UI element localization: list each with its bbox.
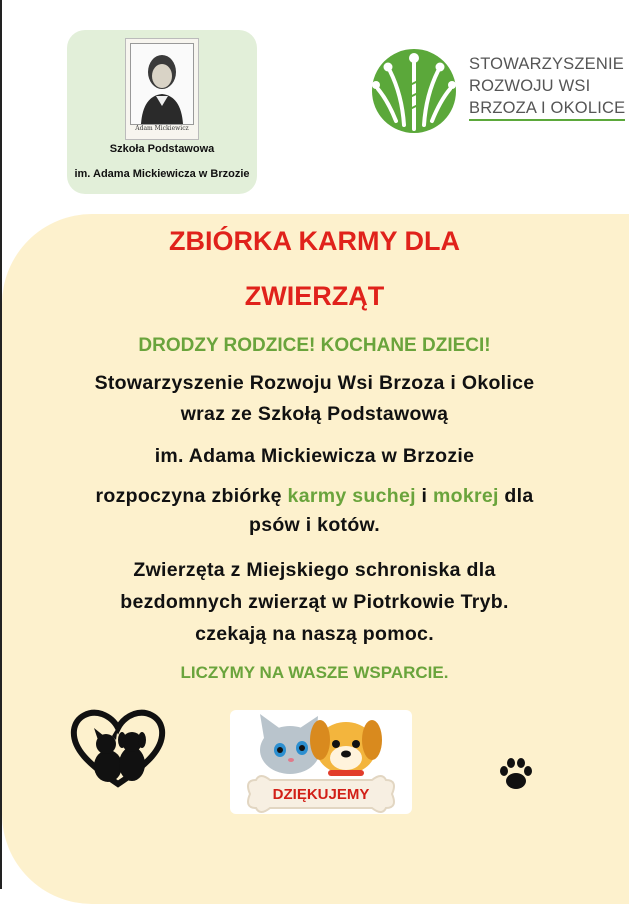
school-name: Szkoła Podstawowa [109, 143, 215, 155]
poster-title-line2: ZWIERZĄT [244, 281, 385, 311]
closing-line: LICZYMY NA WASZE WSPARCIE. [180, 663, 449, 682]
heart-pets-icon [68, 708, 168, 788]
paragraph4-line1: Zwierzęta z Miejskiego schroniska dla [133, 559, 496, 581]
association-line1: STOWARZYSZENIE [469, 55, 624, 73]
paragraph2: im. Adama Mickiewicza w Brzozie [154, 445, 475, 467]
school-card [67, 30, 257, 194]
p3-text-e: dla [498, 485, 534, 507]
p3-dry-food: karmy suchej [287, 485, 416, 507]
p3-wet-food: mokrej [432, 485, 499, 507]
poster-greeting: DRODZY RODZICE! KOCHANE DZIECI! [138, 335, 491, 356]
poster-title-line1: ZBIÓRKA KARMY DLA [169, 226, 460, 256]
association-line3: BRZOZA I OKOLICE [469, 97, 625, 121]
portrait-caption: Adam Mickiewicz [135, 125, 189, 132]
association-line2: ROZWOJU WSI [469, 77, 591, 95]
school-patron: im. Adama Mickiewicza w Brzozie [74, 168, 250, 180]
paragraph1-line1: Stowarzyszenie Rozwoju Wsi Brzoza i Okolice [94, 372, 535, 394]
association-logo-icon [368, 45, 460, 135]
portrait-icon [131, 44, 193, 124]
paragraph1-line2: wraz ze Szkołą Podstawową [180, 403, 449, 425]
p3-text-c: i [415, 485, 433, 507]
paragraph3-line1 [0, 485, 629, 508]
mickiewicz-portrait [125, 38, 199, 140]
paragraph4-line3: czekają na naszą pomoc. [195, 623, 434, 645]
thanks-label: DZIĘKUJEMY [272, 786, 370, 803]
paw-print-icon [496, 755, 536, 795]
paragraph4-line2: bezdomnych zwierząt w Piotrkowie Tryb. [120, 591, 509, 613]
thanks-card [230, 710, 412, 814]
paragraph3-line2: psów i kotów. [248, 514, 380, 536]
p3-text-a: rozpoczyna zbiórkę [95, 485, 288, 507]
association-name [469, 53, 625, 121]
